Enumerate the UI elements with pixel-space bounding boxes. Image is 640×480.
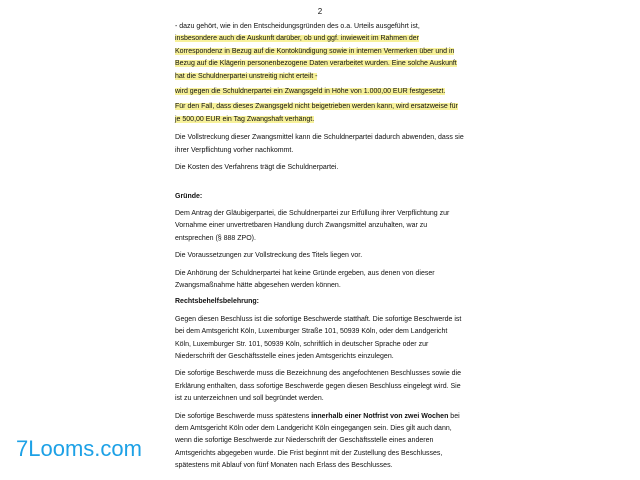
paragraph-zwangshaft bbox=[175, 101, 465, 126]
paragraph-voraussetzungen: Die Voraussetzungen zur Vollstreckung des Titels liegen vor. bbox=[175, 252, 363, 260]
heading-rechtsbehelfsbelehrung: Rechtsbehelfsbelehrung: bbox=[175, 298, 260, 306]
paragraph-auskunft bbox=[175, 21, 465, 83]
highlighted-auskunft-text: insbesondere auch die Auskunft darüber, ob und ggf. inwieweit im Rahmen der Korrespondenz in Bezug auf die Kontokündigung sowie in internen Vermerken über und in Bezug auf die Klägerin personenbezogene Daten verarbeitet wurden. Eine solche Auskunft hat die Schuldnerpartei unstreitig nicht erteilt - bbox=[175, 35, 457, 80]
frist-text-end: bei dem Amtsgericht Köln oder dem Landgericht Köln eingegangen sein. Dies gilt auch dann, wenn die sofortige Beschwerde zur Niederschrift der Geschäftsstelle eines anderen Amtsgerichts abgegeben wurde. Die Frist beginnt mit der Zustellung des Beschlusses, spätestens mit Ablauf von fünf Monaten nach Erlass des Beschlusses. bbox=[175, 412, 460, 470]
paragraph-beschwerde-inhalt: Die sofortige Beschwerde muss die Bezeichnung des angefochtenen Beschlusses sowie die Erklärung enthalten, dass sofortige Beschwerde gegen diesen Beschluss eingelegt wird. Sie ist zu unterzeichnen und soll begründet werden. bbox=[175, 370, 462, 403]
highlighted-zwangshaft-text: Für den Fall, dass dieses Zwangsgeld nicht beigetrieben werden kann, wird ersatzweise für je 500,00 EUR ein Tag Zwangshaft verhängt. bbox=[175, 103, 458, 123]
paragraph-antrag: Dem Antrag der Gläubigerpartei, die Schuldnerpartei zur Erfüllung ihrer Verpflichtung zur Vornahme einer unvertretbaren Handlung durch Zwangsmittel anzuhalten, war zu entsprechen (§ 888 ZPO). bbox=[175, 209, 450, 242]
watermark-logo: 7Looms.com bbox=[16, 436, 142, 461]
frist-text-start: Die sofortige Beschwerde muss spätestens bbox=[175, 412, 312, 420]
frist-text-bold: innerhalb einer Notfrist von zwei Wochen bbox=[311, 412, 449, 420]
paragraph-auskunft-intro: - dazu gehört, wie in den Entscheidungsgründen des o.a. Urteils ausgeführt ist, bbox=[175, 23, 420, 30]
heading-gruende: Gründe: bbox=[175, 193, 203, 201]
page-number: 2 bbox=[317, 7, 323, 16]
highlighted-zwangsgeld-text: wird gegen die Schuldnerpartei ein Zwangsgeld in Höhe von 1.000,00 EUR festgesetzt. bbox=[175, 88, 446, 96]
paragraph-beschwerde-statthaft: Gegen diesen Beschluss ist die sofortige Beschwerde statthaft. Die sofortige Beschwerde ist bei dem Amtsgericht Köln, Luxemburger Straße 101, 50939 Köln, oder dem Landgericht Köln, Luxemburger Str. 101, 50939 Köln, schriftlich in deutscher Sprache oder zur Niederschrift der Geschäftsstelle eines jeden Amtsgerichts einzulegen. bbox=[175, 315, 462, 360]
paragraph-vollstreckung: Die Vollstreckung dieser Zwangsmittel kann die Schuldnerpartei dadurch abwenden, dass sie ihrer Verpflichtung vorher nachkommt. bbox=[175, 134, 464, 154]
paragraph-anhoerung: Die Anhörung der Schuldnerpartei hat keine Gründe ergeben, aus denen von dieser Zwangsmaßnahme hätte abgesehen werden können. bbox=[175, 269, 435, 289]
paragraph-beschwerde-frist bbox=[175, 411, 465, 473]
paragraph-zwangsgeld bbox=[175, 86, 465, 98]
document-body bbox=[175, 21, 465, 473]
paragraph-kosten: Die Kosten des Verfahrens trägt die Schuldnerpartei. bbox=[175, 164, 339, 172]
